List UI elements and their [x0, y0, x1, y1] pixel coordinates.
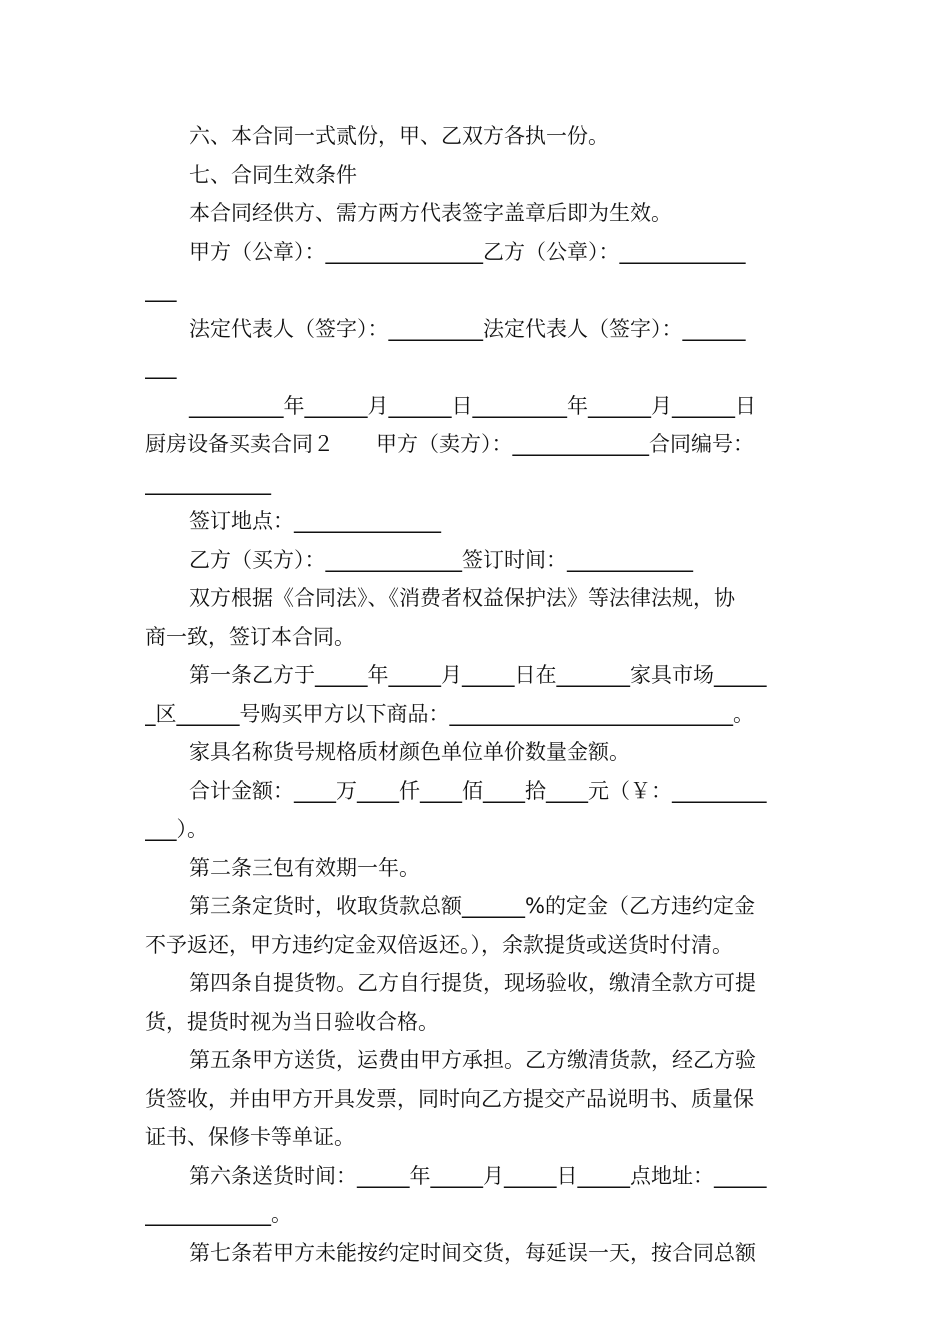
article-5-line: 第五条甲方送货，运费由甲方承担。乙方缴清货款，经乙方验: [189, 1048, 756, 1072]
clause-6-copies: 六、本合同一式贰份，甲、乙双方各执一份。: [189, 124, 609, 148]
total-amount-line-cont: ___）。: [145, 817, 208, 841]
legal-rep-line-cont: ___: [145, 355, 177, 379]
contract-2-title-line: 厨房设备买卖合同２ 甲方（卖方）：_____________合同编号：: [145, 432, 754, 456]
preamble-line-cont: 商一致，签订本合同。: [145, 624, 355, 649]
article-3-line-cont: 不予返还，甲方违约定金双倍返还。），余款提货或送货时付清。: [145, 932, 733, 957]
article-1-line: 第一条乙方于_____年_____月_____日在_______家具市场_____: [189, 663, 767, 687]
article-5-line-cont: 货签收，并由甲方开具发票，同时向乙方提交产品说明书、质量保: [145, 1086, 754, 1111]
legal-rep-line: 法定代表人（签字）：_________法定代表人（签字）：______: [189, 316, 746, 341]
clause-7-effect: 本合同经供方、需方两方代表签字盖章后即为生效。: [189, 201, 672, 225]
total-amount-line: 合计金额：____万____仟____佰____拾____元（￥：_________: [189, 778, 767, 803]
article-5-line-cont-2: 证书、保修卡等单证。: [145, 1125, 355, 1149]
article-2-line: 第二条三包有效期一年。: [189, 855, 420, 880]
date-line: _________年______月______日_________年______月______日: [189, 393, 756, 418]
article-7-line: 第七条若甲方未能按约定时间交货，每延误一天，按合同总额: [189, 1240, 756, 1265]
seal-line: 甲方（公章）：_______________乙方（公章）：____________: [189, 239, 746, 264]
preamble-line: 双方根据《合同法》、《消费者权益保护法》等法律法规，协: [189, 586, 735, 610]
buyer-line: 乙方（买方）：_____________签订时间：____________: [189, 547, 693, 572]
article-4-line: 第四条自提货物。乙方自行提货，现场验收，缴清全款方可提: [189, 971, 756, 995]
goods-columns-line: 家具名称货号规格质材颜色单位单价数量金额。: [189, 740, 630, 764]
article-4-line-cont: 货，提货时视为当日验收合格。: [145, 1009, 439, 1034]
seal-line-cont: ___: [145, 278, 177, 302]
article-3-line: 第三条定货时，收取货款总额______%的定金（乙方违约定金: [189, 894, 755, 918]
sign-place-line: 签订地点：______________: [189, 509, 441, 533]
contract-number-cont: ____________: [145, 470, 271, 495]
document-page: [145, 117, 806, 1272]
article-1-line-cont: _区______号购买甲方以下商品：___________________________。: [145, 701, 754, 726]
clause-7-heading: 七、合同生效条件: [189, 162, 357, 187]
article-6-line-cont: ____________。: [145, 1202, 292, 1226]
article-6-line: 第六条送货时间：_____年_____月_____日_____点地址：_____: [189, 1163, 767, 1188]
